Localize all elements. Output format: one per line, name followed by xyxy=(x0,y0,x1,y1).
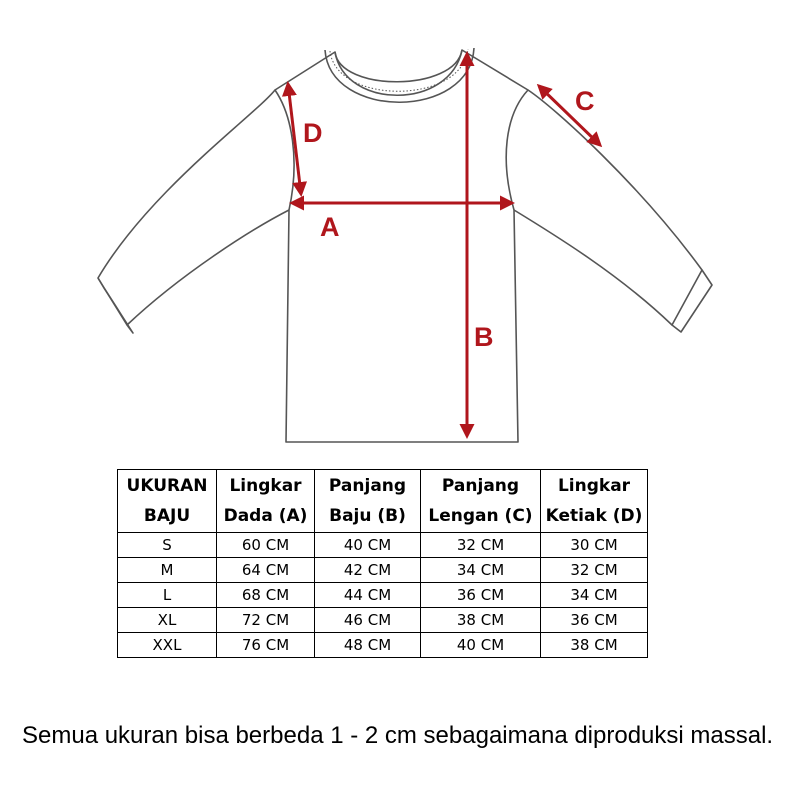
cell-size: XXL xyxy=(118,633,217,658)
cell-armhole: 34 CM xyxy=(541,583,648,608)
header-chest: Lingkar Dada (A) xyxy=(217,470,315,533)
cell-size: S xyxy=(118,533,217,558)
label-d: D xyxy=(303,118,323,148)
shirt-body xyxy=(275,50,528,442)
right-sleeve xyxy=(514,90,702,325)
shirt-collar-inner xyxy=(335,50,462,82)
table-row xyxy=(118,633,648,658)
cell-chest: 76 CM xyxy=(217,633,315,658)
cell-chest: 68 CM xyxy=(217,583,315,608)
right-cuff xyxy=(672,270,712,332)
header-armhole: Lingkar Ketiak (D) xyxy=(541,470,648,533)
cell-armhole: 38 CM xyxy=(541,633,648,658)
cell-size: XL xyxy=(118,608,217,633)
table-header-row xyxy=(118,470,648,533)
cell-armhole: 32 CM xyxy=(541,558,648,583)
cell-armhole: 30 CM xyxy=(541,533,648,558)
cell-chest: 60 CM xyxy=(217,533,315,558)
table-row xyxy=(118,608,648,633)
cell-sleeve-length: 36 CM xyxy=(421,583,541,608)
size-tolerance-note: Semua ukuran bisa berbeda 1 - 2 cm sebagaimana diproduksi massal. xyxy=(22,722,774,749)
cell-chest: 72 CM xyxy=(217,608,315,633)
cell-chest: 64 CM xyxy=(217,558,315,583)
size-chart-table xyxy=(117,469,648,658)
header-sleeve-length: Panjang Lengan (C) xyxy=(421,470,541,533)
header-size: UKURAN BAJU xyxy=(118,470,217,533)
left-sleeve xyxy=(98,90,289,325)
table-row xyxy=(118,583,648,608)
cell-size: M xyxy=(118,558,217,583)
cell-sleeve-length: 34 CM xyxy=(421,558,541,583)
cell-body-length: 46 CM xyxy=(315,608,421,633)
left-cuff xyxy=(98,278,133,333)
table-row xyxy=(118,558,648,583)
arrow-d-armhole xyxy=(288,84,301,194)
cell-size: L xyxy=(118,583,217,608)
cell-sleeve-length: 40 CM xyxy=(421,633,541,658)
label-a: A xyxy=(320,212,340,242)
cell-armhole: 36 CM xyxy=(541,608,648,633)
label-b: B xyxy=(474,322,494,352)
table-row xyxy=(118,533,648,558)
shirt-outline xyxy=(98,48,712,442)
measurement-arrows xyxy=(288,54,600,436)
cell-sleeve-length: 32 CM xyxy=(421,533,541,558)
header-body-length: Panjang Baju (B) xyxy=(315,470,421,533)
cell-sleeve-length: 38 CM xyxy=(421,608,541,633)
cell-body-length: 48 CM xyxy=(315,633,421,658)
cell-body-length: 44 CM xyxy=(315,583,421,608)
label-c: C xyxy=(575,86,595,116)
cell-body-length: 42 CM xyxy=(315,558,421,583)
shirt-collar-outer xyxy=(325,48,474,102)
cell-body-length: 40 CM xyxy=(315,533,421,558)
